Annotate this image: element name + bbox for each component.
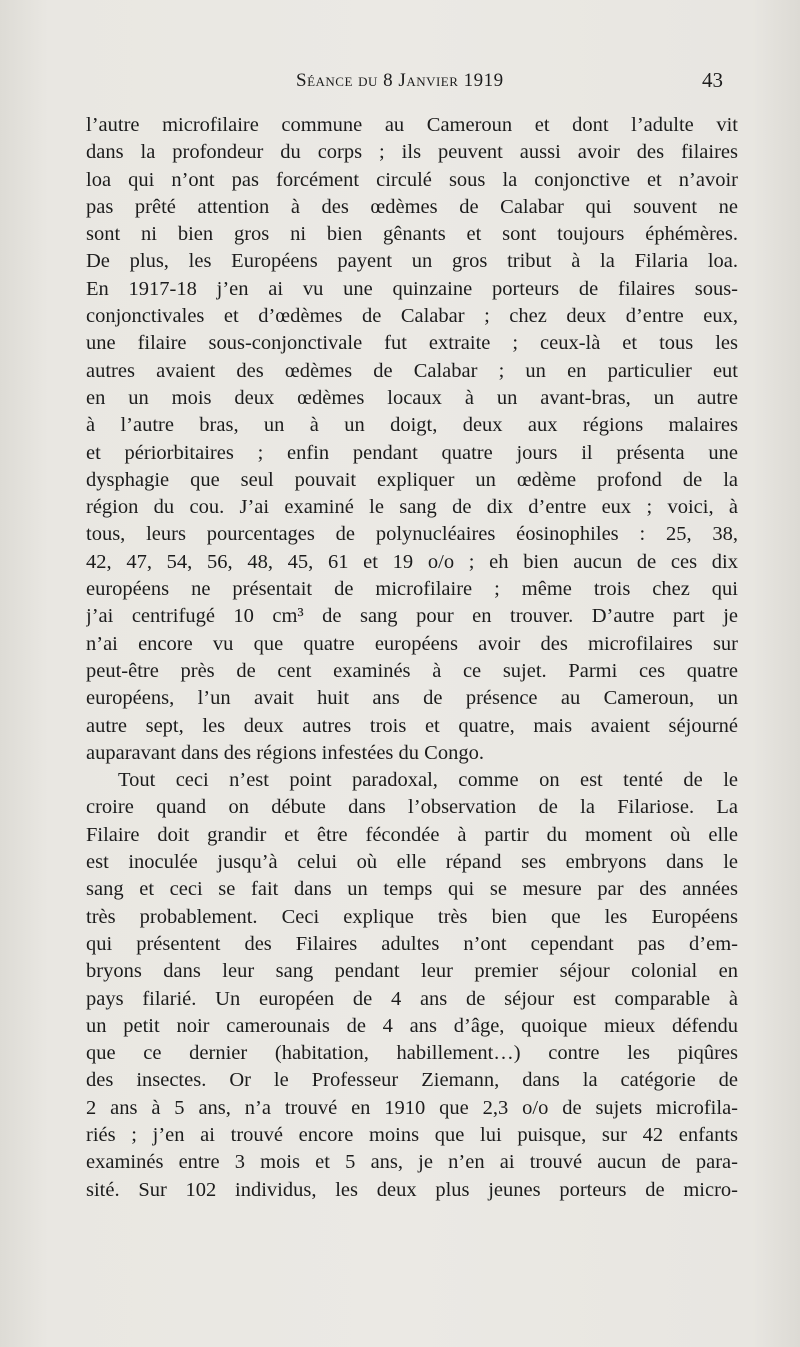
text-line: très probablement. Ceci explique très bien que les Européens <box>86 905 738 928</box>
text-line: en un mois deux œdèmes locaux à un avant-bras, un autre <box>86 386 738 409</box>
text-line: tous, leurs pourcentages de polynucléaires éosinophiles : 25, 38, <box>86 523 738 546</box>
text-line: pas prêté attention à des œdèmes de Calabar qui souvent ne <box>86 195 738 218</box>
text-line: pays filarié. Un européen de 4 ans de séjour est comparable à <box>86 987 738 1010</box>
text-line: est inoculée jusqu’à celui où elle répand ses embryons dans le <box>86 851 738 874</box>
paragraph-1 <box>86 112 738 767</box>
text-line: sité. Sur 102 individus, les deux plus jeunes porteurs de micro- <box>86 1178 738 1201</box>
text-line: autres avaient des œdèmes de Calabar ; un en particulier eut <box>86 359 738 382</box>
text-line: examinés entre 3 mois et 5 ans, je n’en ai trouvé aucun de para- <box>86 1151 738 1174</box>
text-line: Tout ceci n’est point paradoxal, comme on est tenté de le <box>118 769 738 792</box>
text-line: peut-être près de cent examinés à ce sujet. Parmi ces quatre <box>86 659 738 682</box>
page-number: 43 <box>702 68 723 92</box>
text-line: un petit noir camerounais de 4 ans d’âge, quoique mieux défendu <box>86 1014 738 1037</box>
running-head <box>0 66 800 100</box>
text-line: des insectes. Or le Professeur Ziemann, dans la catégorie de <box>86 1069 738 1092</box>
text-line: l’autre microfilaire commune au Cameroun et dont l’adulte vit <box>86 114 738 136</box>
body-text <box>86 112 738 1204</box>
running-title: Séance du 8 Janvier 1919 <box>296 70 504 91</box>
paragraph-2 <box>86 767 738 1204</box>
text-line: n’ai encore vu que quatre européens avoir des microfilaires sur <box>86 632 738 655</box>
text-line: sang et ceci se fait dans un temps qui se mesure par des années <box>86 878 738 901</box>
text-line: croire quand on débute dans l’observation de la Filariose. La <box>86 796 738 819</box>
text-line: sont ni bien gros ni bien gênants et sont toujours éphémères. <box>86 223 738 246</box>
text-line: conjonctivales et d’œdèmes de Calabar ; chez deux d’entre eux, <box>86 305 738 328</box>
text-line: européens ne présentait de microfilaire ; même trois chez qui <box>86 578 738 601</box>
text-line: En 1917-18 j’en ai vu une quinzaine porteurs de filaires sous- <box>86 277 738 300</box>
text-line: qui présentent des Filaires adultes n’ont cependant pas d’em- <box>86 932 738 955</box>
text-line: bryons dans leur sang pendant leur premier séjour colonial en <box>86 960 738 983</box>
text-line: dans la profondeur du corps ; ils peuvent aussi avoir des filaires <box>86 141 738 164</box>
text-line: que ce dernier (habitation, habillement…) contre les piqûres <box>86 1042 738 1065</box>
text-line: 42, 47, 54, 56, 48, 45, 61 et 19 o/o ; eh bien aucun de ces dix <box>86 550 738 573</box>
text-line: et périorbitaires ; enfin pendant quatre jours il présenta une <box>86 441 738 464</box>
text-line: De plus, les Européens payent un gros tribut à la Filaria loa. <box>86 250 738 273</box>
text-line: riés ; j’en ai trouvé encore moins que lui puisque, sur 42 enfants <box>86 1123 738 1146</box>
text-line: 2 ans à 5 ans, n’a trouvé en 1910 que 2,3 o/o de sujets microfila- <box>86 1096 738 1119</box>
text-line: loa qui n’ont pas forcément circulé sous la conjonctive et n’avoir <box>86 168 738 191</box>
text-line: dysphagie que seul pouvait expliquer un œdème profond de la <box>86 468 738 491</box>
text-line: région du cou. J’ai examiné le sang de dix d’entre eux ; voici, à <box>86 496 738 519</box>
text-line: autre sept, les deux autres trois et quatre, mais avaient séjourné <box>86 714 738 737</box>
text-line: une filaire sous-conjonctivale fut extraite ; ceux-là et tous les <box>86 332 738 355</box>
text-line: Filaire doit grandir et être fécondée à partir du moment où elle <box>86 823 738 846</box>
text-line: à l’autre bras, un à un doigt, deux aux régions malaires <box>86 414 738 437</box>
text-line: j’ai centrifugé 10 cm³ de sang pour en trouver. D’autre part je <box>86 605 738 628</box>
text-line: auparavant dans des régions infestées du Congo. <box>86 741 484 764</box>
text-line: européens, l’un avait huit ans de présence au Cameroun, un <box>86 687 738 710</box>
